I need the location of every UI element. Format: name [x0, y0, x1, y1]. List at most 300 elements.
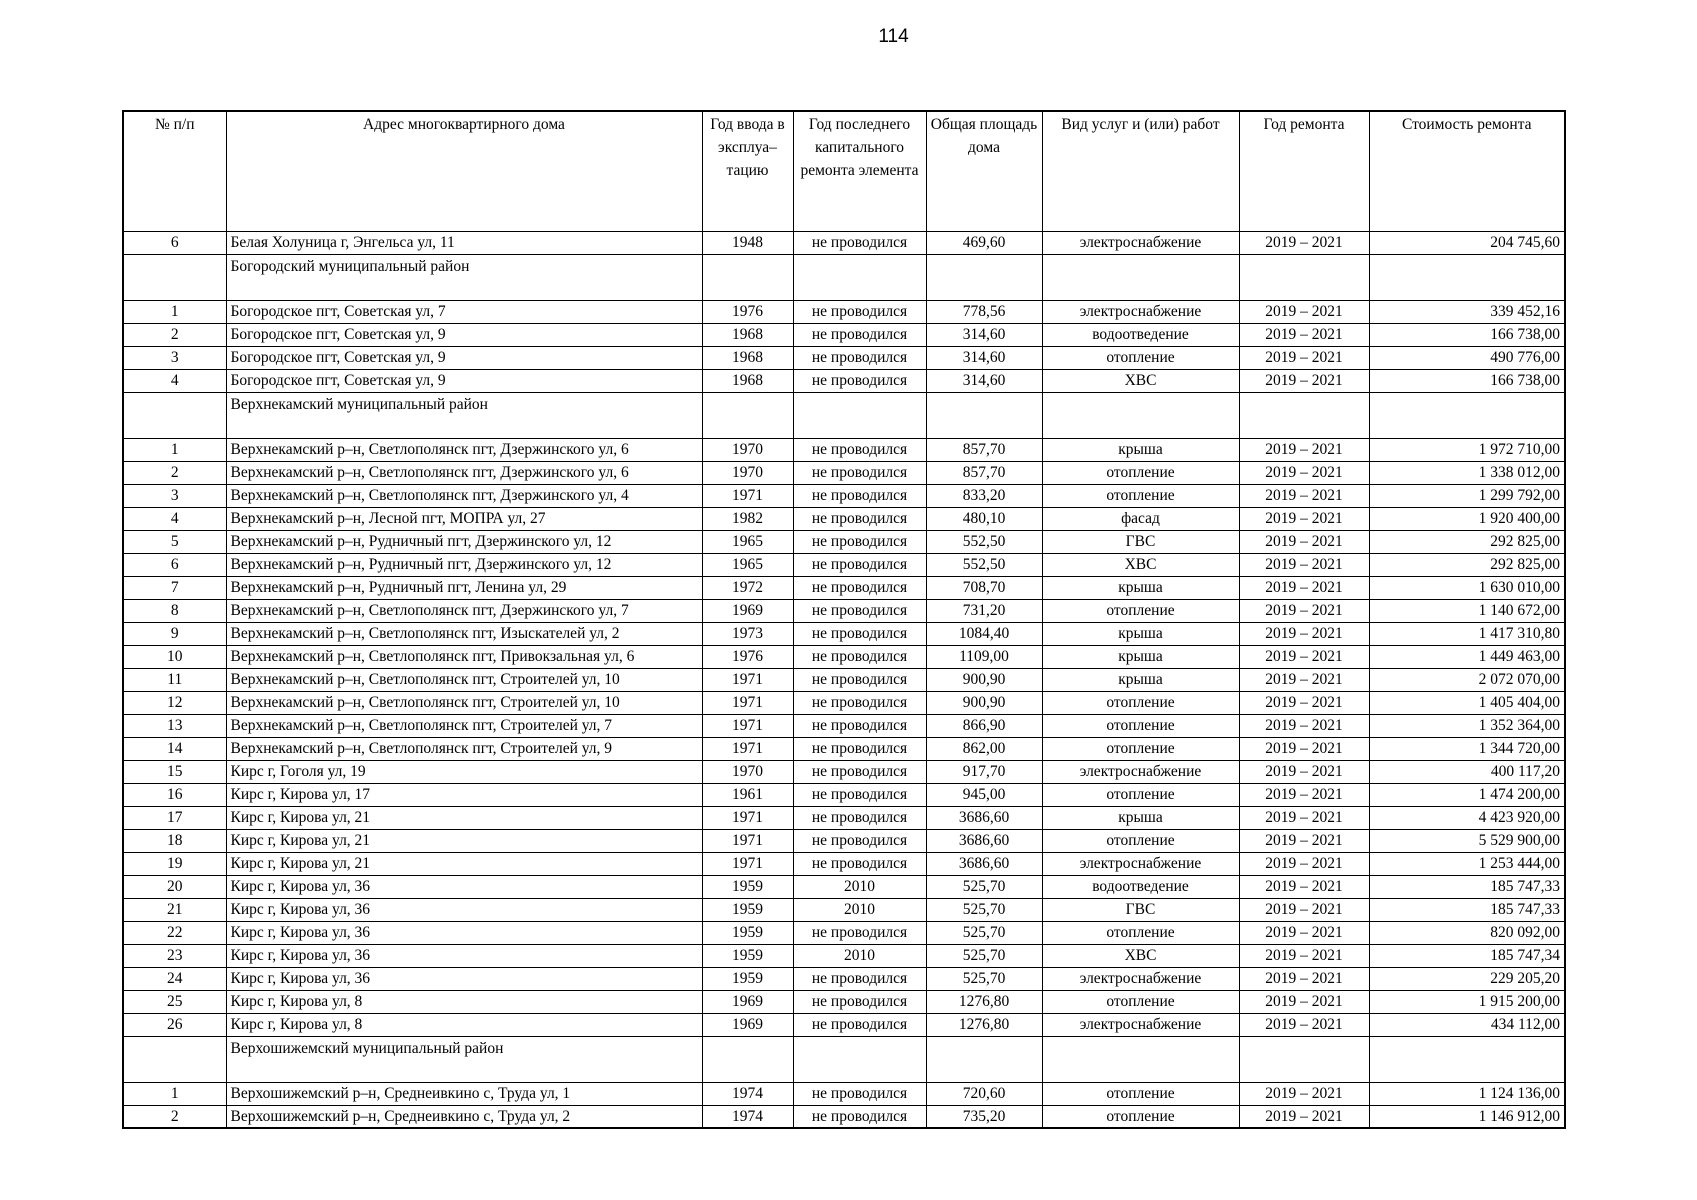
row-cost: 400 117,20 [1369, 760, 1565, 783]
row-last-repair: не проводился [793, 806, 926, 829]
empty-cell [702, 254, 793, 300]
row-area: 3686,60 [926, 806, 1042, 829]
row-repair-year: 2019 – 2021 [1239, 622, 1369, 645]
row-address: Богородское пгт, Советская ул, 7 [226, 300, 702, 323]
table-row [123, 530, 1565, 553]
row-cost: 185 747,33 [1369, 898, 1565, 921]
row-last-repair: не проводился [793, 323, 926, 346]
table-row [123, 553, 1565, 576]
row-area: 778,56 [926, 300, 1042, 323]
row-area: 900,90 [926, 691, 1042, 714]
row-area: 866,90 [926, 714, 1042, 737]
table-row [123, 645, 1565, 668]
empty-cell [1239, 254, 1369, 300]
row-year-built: 1973 [702, 622, 793, 645]
row-year-built: 1974 [702, 1105, 793, 1128]
row-number: 26 [123, 1013, 226, 1036]
row-number: 15 [123, 760, 226, 783]
table-row [123, 576, 1565, 599]
row-area: 857,70 [926, 438, 1042, 461]
row-service: отопление [1042, 1105, 1239, 1128]
row-repair-year: 2019 – 2021 [1239, 484, 1369, 507]
row-service: отопление [1042, 461, 1239, 484]
row-last-repair: не проводился [793, 967, 926, 990]
row-address: Кирс г, Гоголя ул, 19 [226, 760, 702, 783]
row-repair-year: 2019 – 2021 [1239, 714, 1369, 737]
row-area: 3686,60 [926, 829, 1042, 852]
row-number: 18 [123, 829, 226, 852]
row-area: 525,70 [926, 944, 1042, 967]
row-year-built: 1971 [702, 737, 793, 760]
row-number: 13 [123, 714, 226, 737]
row-repair-year: 2019 – 2021 [1239, 990, 1369, 1013]
row-cost: 1 253 444,00 [1369, 852, 1565, 875]
row-cost: 1 449 463,00 [1369, 645, 1565, 668]
row-last-repair: не проводился [793, 921, 926, 944]
row-cost: 2 072 070,00 [1369, 668, 1565, 691]
row-year-built: 1970 [702, 438, 793, 461]
row-address: Верхнекамский р–н, Рудничный пгт, Дзержинского ул, 12 [226, 553, 702, 576]
row-cost: 820 092,00 [1369, 921, 1565, 944]
row-service: крыша [1042, 576, 1239, 599]
row-number: 2 [123, 461, 226, 484]
row-last-repair: не проводился [793, 737, 926, 760]
row-year-built: 1971 [702, 806, 793, 829]
empty-cell [926, 254, 1042, 300]
row-area: 857,70 [926, 461, 1042, 484]
row-number: 14 [123, 737, 226, 760]
header-service: Вид услуг и (или) работ [1042, 111, 1239, 231]
row-cost: 166 738,00 [1369, 323, 1565, 346]
row-year-built: 1972 [702, 576, 793, 599]
row-area: 525,70 [926, 898, 1042, 921]
row-cost: 1 405 404,00 [1369, 691, 1565, 714]
row-year-built: 1959 [702, 921, 793, 944]
table-row [123, 829, 1565, 852]
table-row [123, 1082, 1565, 1105]
row-repair-year: 2019 – 2021 [1239, 599, 1369, 622]
table-row [123, 990, 1565, 1013]
table-row [123, 438, 1565, 461]
row-service: отопление [1042, 737, 1239, 760]
empty-cell [702, 1036, 793, 1082]
row-year-built: 1976 [702, 300, 793, 323]
row-last-repair: не проводился [793, 530, 926, 553]
header-row [123, 111, 1565, 231]
row-cost: 1 146 912,00 [1369, 1105, 1565, 1128]
row-year-built: 1968 [702, 369, 793, 392]
row-year-built: 1968 [702, 323, 793, 346]
row-cost: 1 972 710,00 [1369, 438, 1565, 461]
row-repair-year: 2019 – 2021 [1239, 760, 1369, 783]
table-body [123, 231, 1565, 1128]
row-service: ГВС [1042, 530, 1239, 553]
table-row [123, 852, 1565, 875]
row-last-repair: не проводился [793, 668, 926, 691]
row-cost: 1 474 200,00 [1369, 783, 1565, 806]
row-number: 3 [123, 484, 226, 507]
empty-cell [926, 1036, 1042, 1082]
row-number: 22 [123, 921, 226, 944]
row-address: Верхнекамский р–н, Светлополянск пгт, Дзержинского ул, 7 [226, 599, 702, 622]
row-year-built: 1971 [702, 484, 793, 507]
row-repair-year: 2019 – 2021 [1239, 1082, 1369, 1105]
empty-cell [1369, 254, 1565, 300]
row-repair-year: 2019 – 2021 [1239, 346, 1369, 369]
row-cost: 1 920 400,00 [1369, 507, 1565, 530]
row-service: водоотведение [1042, 875, 1239, 898]
row-last-repair: не проводился [793, 461, 926, 484]
row-cost: 434 112,00 [1369, 1013, 1565, 1036]
row-last-repair: не проводился [793, 231, 926, 254]
row-cost: 1 140 672,00 [1369, 599, 1565, 622]
row-address: Верхнекамский р–н, Рудничный пгт, Дзержинского ул, 12 [226, 530, 702, 553]
row-year-built: 1965 [702, 553, 793, 576]
row-last-repair: не проводился [793, 369, 926, 392]
row-address: Верхнекамский р–н, Светлополянск пгт, Изыскателей ул, 2 [226, 622, 702, 645]
row-service: отопление [1042, 990, 1239, 1013]
table-row [123, 1105, 1565, 1128]
row-year-built: 1959 [702, 967, 793, 990]
row-cost: 185 747,34 [1369, 944, 1565, 967]
row-year-built: 1970 [702, 461, 793, 484]
section-row [123, 392, 1565, 438]
row-repair-year: 2019 – 2021 [1239, 1105, 1369, 1128]
table-row [123, 806, 1565, 829]
row-repair-year: 2019 – 2021 [1239, 737, 1369, 760]
row-cost: 339 452,16 [1369, 300, 1565, 323]
row-cost: 1 124 136,00 [1369, 1082, 1565, 1105]
header-address: Адрес многоквартирного дома [226, 111, 702, 231]
row-cost: 1 338 012,00 [1369, 461, 1565, 484]
empty-cell [793, 254, 926, 300]
row-number: 1 [123, 1082, 226, 1105]
row-last-repair: не проводился [793, 507, 926, 530]
row-address: Белая Холуница г, Энгельса ул, 11 [226, 231, 702, 254]
row-number: 25 [123, 990, 226, 1013]
row-repair-year: 2019 – 2021 [1239, 668, 1369, 691]
table-row [123, 507, 1565, 530]
empty-cell [123, 254, 226, 300]
row-year-built: 1965 [702, 530, 793, 553]
row-number: 17 [123, 806, 226, 829]
row-address: Кирс г, Кирова ул, 36 [226, 967, 702, 990]
row-repair-year: 2019 – 2021 [1239, 898, 1369, 921]
row-area: 900,90 [926, 668, 1042, 691]
row-last-repair: не проводился [793, 484, 926, 507]
row-area: 1109,00 [926, 645, 1042, 668]
row-number: 2 [123, 323, 226, 346]
row-number: 1 [123, 438, 226, 461]
row-cost: 1 344 720,00 [1369, 737, 1565, 760]
row-last-repair: не проводился [793, 1105, 926, 1128]
table-row [123, 967, 1565, 990]
table-row [123, 668, 1565, 691]
row-address: Верхнекамский р–н, Светлополянск пгт, Строителей ул, 10 [226, 691, 702, 714]
row-cost: 1 299 792,00 [1369, 484, 1565, 507]
row-number: 7 [123, 576, 226, 599]
row-last-repair: не проводился [793, 829, 926, 852]
table-row [123, 346, 1565, 369]
row-area: 735,20 [926, 1105, 1042, 1128]
table-row [123, 714, 1565, 737]
row-repair-year: 2019 – 2021 [1239, 921, 1369, 944]
row-repair-year: 2019 – 2021 [1239, 231, 1369, 254]
row-repair-year: 2019 – 2021 [1239, 829, 1369, 852]
row-last-repair: не проводился [793, 1013, 926, 1036]
row-number: 6 [123, 231, 226, 254]
row-area: 525,70 [926, 875, 1042, 898]
row-area: 1084,40 [926, 622, 1042, 645]
row-number: 21 [123, 898, 226, 921]
row-address: Верхнекамский р–н, Светлополянск пгт, Дзержинского ул, 6 [226, 461, 702, 484]
row-year-built: 1959 [702, 875, 793, 898]
row-number: 2 [123, 1105, 226, 1128]
row-address: Кирс г, Кирова ул, 36 [226, 944, 702, 967]
row-address: Верхошижемский р–н, Среднеивкино с, Труда ул, 1 [226, 1082, 702, 1105]
row-number: 16 [123, 783, 226, 806]
row-service: отопление [1042, 484, 1239, 507]
row-service: крыша [1042, 622, 1239, 645]
row-address: Верхнекамский р–н, Лесной пгт, МОПРА ул, 27 [226, 507, 702, 530]
row-number: 11 [123, 668, 226, 691]
row-area: 525,70 [926, 967, 1042, 990]
empty-cell [793, 392, 926, 438]
row-area: 720,60 [926, 1082, 1042, 1105]
header-area: Общая площадь дома [926, 111, 1042, 231]
empty-cell [1369, 1036, 1565, 1082]
table-row [123, 691, 1565, 714]
row-address: Кирс г, Кирова ул, 36 [226, 921, 702, 944]
row-year-built: 1969 [702, 599, 793, 622]
table-row [123, 737, 1565, 760]
row-number: 3 [123, 346, 226, 369]
row-cost: 1 352 364,00 [1369, 714, 1565, 737]
row-area: 708,70 [926, 576, 1042, 599]
row-cost: 1 630 010,00 [1369, 576, 1565, 599]
row-repair-year: 2019 – 2021 [1239, 438, 1369, 461]
row-last-repair: не проводился [793, 346, 926, 369]
row-number: 4 [123, 369, 226, 392]
row-cost: 292 825,00 [1369, 530, 1565, 553]
row-year-built: 1970 [702, 760, 793, 783]
row-last-repair: не проводился [793, 691, 926, 714]
row-last-repair: не проводился [793, 622, 926, 645]
empty-cell [1239, 392, 1369, 438]
section-row [123, 1036, 1565, 1082]
empty-cell [1042, 392, 1239, 438]
row-last-repair: не проводился [793, 576, 926, 599]
empty-cell [123, 1036, 226, 1082]
table-row [123, 921, 1565, 944]
row-service: электроснабжение [1042, 1013, 1239, 1036]
table-row [123, 323, 1565, 346]
row-year-built: 1976 [702, 645, 793, 668]
row-last-repair: не проводился [793, 1082, 926, 1105]
row-repair-year: 2019 – 2021 [1239, 507, 1369, 530]
row-service: электроснабжение [1042, 967, 1239, 990]
row-number: 6 [123, 553, 226, 576]
row-number: 20 [123, 875, 226, 898]
row-cost: 490 776,00 [1369, 346, 1565, 369]
row-area: 480,10 [926, 507, 1042, 530]
empty-cell [793, 1036, 926, 1082]
table-row [123, 783, 1565, 806]
row-service: отопление [1042, 714, 1239, 737]
row-last-repair: не проводился [793, 783, 926, 806]
row-cost: 4 423 920,00 [1369, 806, 1565, 829]
row-year-built: 1982 [702, 507, 793, 530]
row-address: Кирс г, Кирова ул, 21 [226, 806, 702, 829]
row-service: электроснабжение [1042, 852, 1239, 875]
row-cost: 229 205,20 [1369, 967, 1565, 990]
row-year-built: 1974 [702, 1082, 793, 1105]
row-last-repair: 2010 [793, 875, 926, 898]
row-address: Верхнекамский р–н, Светлополянск пгт, Строителей ул, 10 [226, 668, 702, 691]
row-year-built: 1969 [702, 990, 793, 1013]
row-cost: 185 747,33 [1369, 875, 1565, 898]
row-service: крыша [1042, 645, 1239, 668]
row-address: Верхнекамский р–н, Рудничный пгт, Ленина ул, 29 [226, 576, 702, 599]
row-number: 12 [123, 691, 226, 714]
empty-cell [1042, 1036, 1239, 1082]
row-address: Кирс г, Кирова ул, 21 [226, 829, 702, 852]
row-number: 8 [123, 599, 226, 622]
row-service: крыша [1042, 668, 1239, 691]
repair-table [122, 110, 1566, 1129]
row-year-built: 1959 [702, 898, 793, 921]
row-address: Кирс г, Кирова ул, 17 [226, 783, 702, 806]
row-area: 314,60 [926, 369, 1042, 392]
row-repair-year: 2019 – 2021 [1239, 875, 1369, 898]
row-cost: 1 915 200,00 [1369, 990, 1565, 1013]
row-year-built: 1971 [702, 829, 793, 852]
row-repair-year: 2019 – 2021 [1239, 645, 1369, 668]
row-service: электроснабжение [1042, 760, 1239, 783]
row-address: Богородское пгт, Советская ул, 9 [226, 346, 702, 369]
table-row [123, 898, 1565, 921]
row-number: 5 [123, 530, 226, 553]
row-area: 1276,80 [926, 1013, 1042, 1036]
section-title: Богородский муниципальный район [226, 254, 702, 300]
row-address: Верхнекамский р–н, Светлополянск пгт, Привокзальная ул, 6 [226, 645, 702, 668]
row-year-built: 1961 [702, 783, 793, 806]
row-repair-year: 2019 – 2021 [1239, 461, 1369, 484]
row-address: Кирс г, Кирова ул, 36 [226, 898, 702, 921]
row-service: отопление [1042, 829, 1239, 852]
row-service: отопление [1042, 921, 1239, 944]
row-cost: 5 529 900,00 [1369, 829, 1565, 852]
row-area: 552,50 [926, 530, 1042, 553]
empty-cell [1369, 392, 1565, 438]
row-service: ХВС [1042, 944, 1239, 967]
row-number: 10 [123, 645, 226, 668]
row-number: 1 [123, 300, 226, 323]
row-address: Кирс г, Кирова ул, 8 [226, 1013, 702, 1036]
row-address: Верхнекамский р–н, Светлополянск пгт, Дзержинского ул, 4 [226, 484, 702, 507]
table-row [123, 1013, 1565, 1036]
row-repair-year: 2019 – 2021 [1239, 369, 1369, 392]
row-address: Верхнекамский р–н, Светлополянск пгт, Дзержинского ул, 6 [226, 438, 702, 461]
row-area: 945,00 [926, 783, 1042, 806]
row-service: ХВС [1042, 553, 1239, 576]
table-row [123, 461, 1565, 484]
row-service: отопление [1042, 691, 1239, 714]
row-area: 3686,60 [926, 852, 1042, 875]
row-address: Кирс г, Кирова ул, 21 [226, 852, 702, 875]
row-cost: 204 745,60 [1369, 231, 1565, 254]
row-number: 4 [123, 507, 226, 530]
row-area: 1276,80 [926, 990, 1042, 1013]
row-year-built: 1971 [702, 714, 793, 737]
row-service: крыша [1042, 438, 1239, 461]
row-area: 552,50 [926, 553, 1042, 576]
row-repair-year: 2019 – 2021 [1239, 576, 1369, 599]
row-area: 917,70 [926, 760, 1042, 783]
header-last-repair: Год последнего капитального ремонта элемента [793, 111, 926, 231]
empty-cell [123, 392, 226, 438]
row-last-repair: не проводился [793, 645, 926, 668]
row-service: отопление [1042, 346, 1239, 369]
row-address: Кирс г, Кирова ул, 36 [226, 875, 702, 898]
row-last-repair: не проводился [793, 760, 926, 783]
table-row [123, 599, 1565, 622]
row-area: 525,70 [926, 921, 1042, 944]
row-year-built: 1971 [702, 852, 793, 875]
table-row [123, 622, 1565, 645]
row-service: ГВС [1042, 898, 1239, 921]
row-service: водоотведение [1042, 323, 1239, 346]
header-cost: Стоимость ремонта [1369, 111, 1565, 231]
empty-cell [1239, 1036, 1369, 1082]
row-address: Верхнекамский р–н, Светлополянск пгт, Строителей ул, 9 [226, 737, 702, 760]
row-repair-year: 2019 – 2021 [1239, 1013, 1369, 1036]
table-row [123, 484, 1565, 507]
header-repair-year: Год ремонта [1239, 111, 1369, 231]
table-row [123, 231, 1565, 254]
empty-cell [926, 392, 1042, 438]
row-address: Кирс г, Кирова ул, 8 [226, 990, 702, 1013]
row-area: 314,60 [926, 323, 1042, 346]
row-last-repair: не проводился [793, 438, 926, 461]
row-repair-year: 2019 – 2021 [1239, 553, 1369, 576]
table-row [123, 944, 1565, 967]
row-repair-year: 2019 – 2021 [1239, 530, 1369, 553]
table-row [123, 300, 1565, 323]
row-area: 731,20 [926, 599, 1042, 622]
table-row [123, 760, 1565, 783]
empty-cell [1042, 254, 1239, 300]
row-area: 862,00 [926, 737, 1042, 760]
row-repair-year: 2019 – 2021 [1239, 944, 1369, 967]
row-service: электроснабжение [1042, 300, 1239, 323]
row-service: крыша [1042, 806, 1239, 829]
row-year-built: 1968 [702, 346, 793, 369]
row-number: 24 [123, 967, 226, 990]
row-address: Богородское пгт, Советская ул, 9 [226, 323, 702, 346]
row-service: отопление [1042, 783, 1239, 806]
section-title: Верхошижемский муниципальный район [226, 1036, 702, 1082]
table-row [123, 875, 1565, 898]
row-last-repair: не проводился [793, 553, 926, 576]
header-year-built: Год ввода в эксплуа–тацию [702, 111, 793, 231]
row-last-repair: 2010 [793, 898, 926, 921]
row-service: отопление [1042, 599, 1239, 622]
row-area: 469,60 [926, 231, 1042, 254]
row-cost: 292 825,00 [1369, 553, 1565, 576]
empty-cell [702, 392, 793, 438]
section-row [123, 254, 1565, 300]
